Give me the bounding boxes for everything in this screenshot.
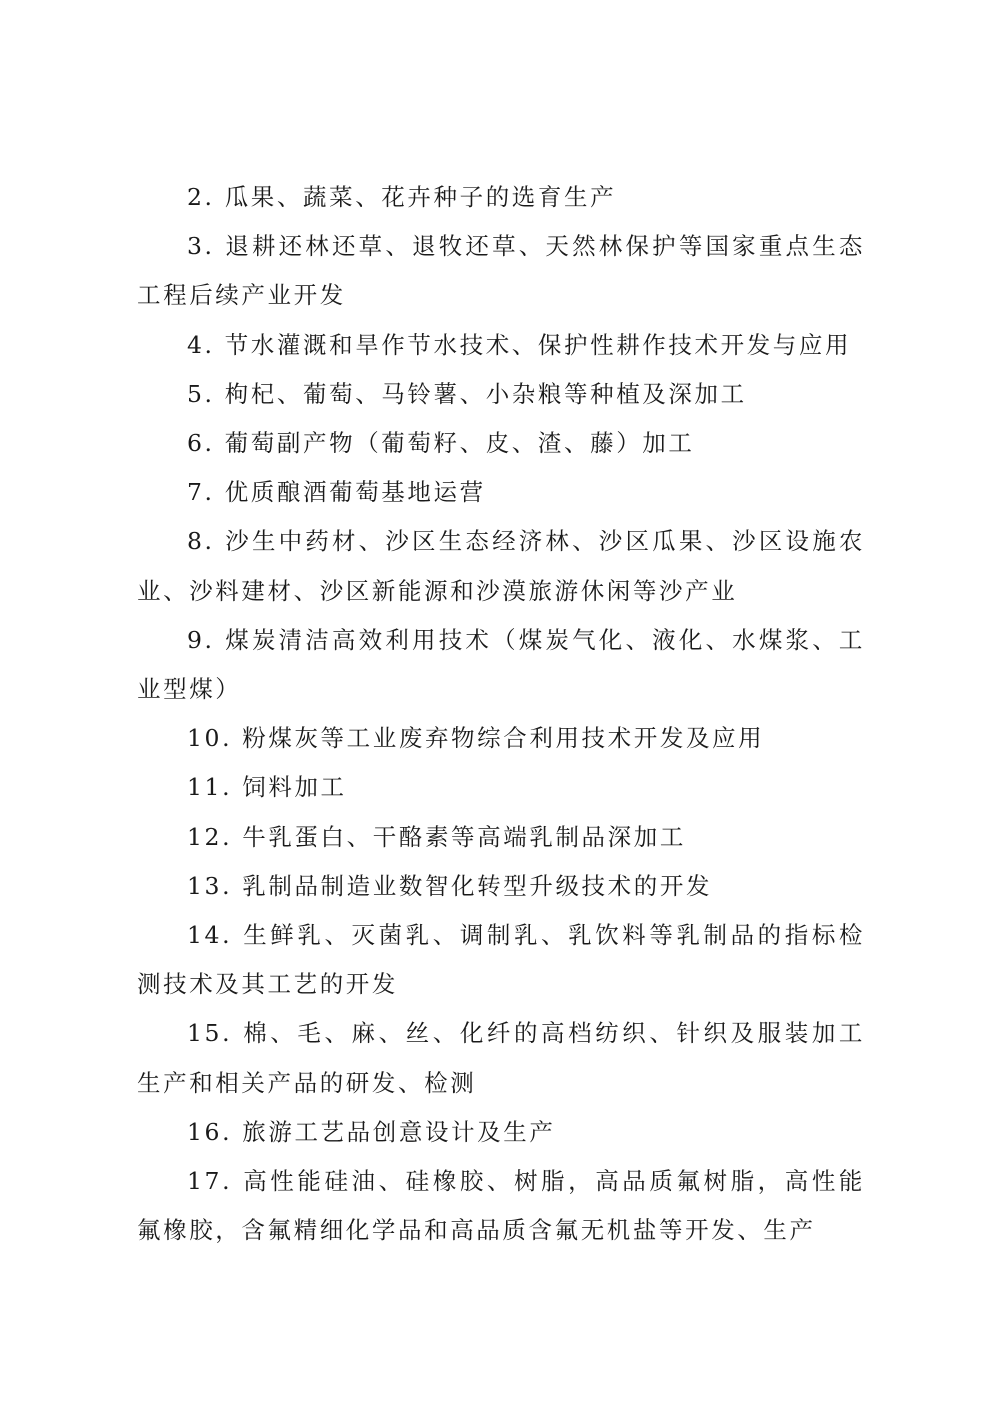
list-item: 4. 节水灌溉和旱作节水技术、保护性耕作技术开发与应用 bbox=[187, 330, 852, 359]
list-item: 12. 牛乳蛋白、干酪素等高端乳制品深加工 bbox=[187, 822, 686, 851]
list-item: 5. 枸杞、葡萄、马铃薯、小杂粮等种植及深加工 bbox=[187, 379, 747, 408]
list-item: 13. 乳制品制造业数智化转型升级技术的开发 bbox=[187, 871, 713, 900]
list-item: 9. 煤炭清洁高效利用技术（煤炭气化、液化、水煤浆、工业型煤） bbox=[137, 625, 865, 704]
list-item: 8. 沙生中药材、沙区生态经济林、沙区瓜果、沙区设施农业、沙料建材、沙区新能源和沙漠旅游休闲等沙产业 bbox=[137, 527, 865, 605]
document-body bbox=[137, 173, 865, 1255]
list-item: 3. 退耕还林还草、退牧还草、天然林保护等国家重点生态工程后续产业开发 bbox=[137, 232, 865, 310]
list-item: 16. 旅游工艺品创意设计及生产 bbox=[187, 1117, 556, 1146]
list-item: 2. 瓜果、蔬菜、花卉种子的选育生产 bbox=[187, 183, 617, 211]
list-item: 10. 粉煤灰等工业废弃物综合利用技术开发及应用 bbox=[187, 724, 765, 753]
list-item: 6. 葡萄副产物（葡萄籽、皮、渣、藤）加工 bbox=[187, 429, 695, 458]
list-item: 17. 高性能硅油、硅橡胶、树脂，高品质氟树脂，高性能氟橡胶，含氟精细化学品和高品质含氟无机盐等开发、生产 bbox=[137, 1167, 865, 1245]
list-item: 15. 棉、毛、麻、丝、化纤的高档纺织、针织及服装加工生产和相关产品的研发、检测 bbox=[137, 1019, 865, 1097]
list-item: 14. 生鲜乳、灭菌乳、调制乳、乳饮料等乳制品的指标检测技术及其工艺的开发 bbox=[137, 921, 865, 999]
list-item: 7. 优质酿酒葡萄基地运营 bbox=[187, 478, 486, 507]
list-item: 11. 饲料加工 bbox=[187, 773, 347, 802]
